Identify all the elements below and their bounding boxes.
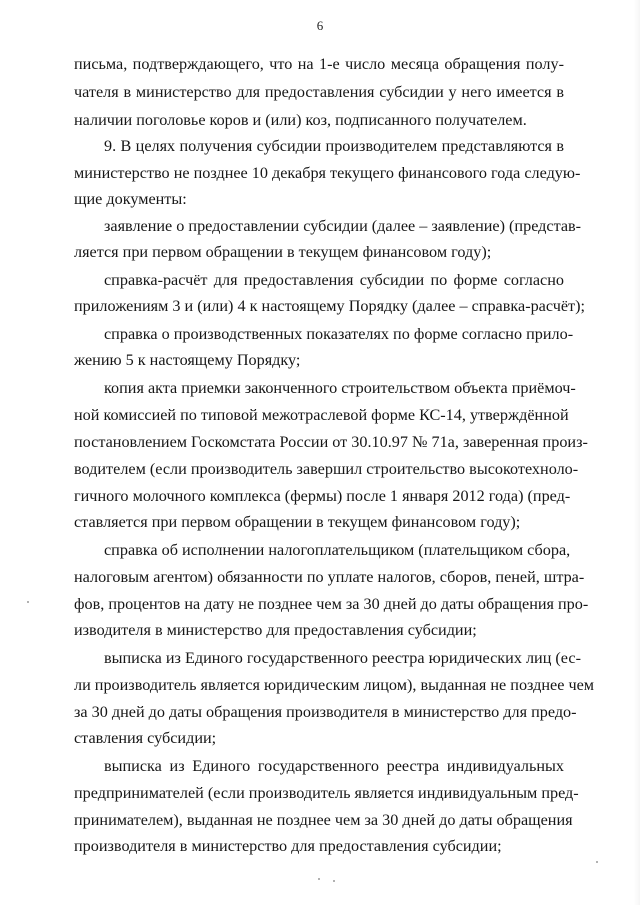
text-line: справка-расчёт для предоставления субсидии по форме согласно: [104, 271, 564, 289]
scan-speck: [27, 601, 29, 603]
text-line: приложениям 3 и (или) 4 к настоящему Порядку (далее – справка-расчёт);: [74, 297, 586, 315]
text-line: наличии поголовье коров и (или) коз, подписанного получателем.: [74, 111, 527, 129]
text-line: предпринимателей (если производитель является индивидуальным пред-: [74, 784, 579, 802]
text-line: заявление о предоставлении субсидии (далее – заявление) (представ-: [104, 217, 582, 235]
text-line: ставления субсидии;: [74, 729, 217, 747]
scan-speck: [333, 880, 335, 882]
text-line: выписка из Единого государственного реестра индивидуальных: [104, 757, 564, 775]
text-line: выписка из Единого государственного реестра юридических лиц (ес-: [104, 649, 581, 667]
text-line: ной комиссией по типовой межотраслевой форме КС-14, утверждённой: [74, 406, 569, 424]
text-line: налоговым агентом) обязанности по уплате налогов, сборов, пеней, штра-: [74, 568, 585, 586]
text-line: чателя в министерство для предоставления субсидии у него имеется в: [74, 83, 564, 101]
text-line: ли производитель является юридическим лицом), выданная не позднее чем: [74, 676, 595, 694]
scan-edge-shadow: [634, 0, 640, 905]
text-line: гичного молочного комплекса (фермы) после 1 января 2012 года) (пред-: [74, 487, 571, 505]
text-line: водителем (если производитель завершил строительство высокотехноло-: [74, 460, 579, 478]
text-line: постановлением Госкомстата России от 30.10.97 № 71а, заверенная произ-: [74, 433, 588, 451]
text-line: фов, процентов на дату не позднее чем за 30 дней до даты обращения про-: [74, 595, 589, 613]
text-line: щие документы:: [74, 190, 187, 208]
page-number: 6: [316, 18, 324, 33]
text-line: ставляется при первом обращении в текущем финансовом году);: [74, 513, 521, 531]
text-line: ляется при первом обращении в текущем финансовом году);: [74, 243, 492, 261]
text-line: принимателем), выданная не позднее чем за 30 дней до даты обращения: [74, 811, 573, 829]
text-line: за 30 дней до даты обращения производителя в министерство для предо-: [74, 703, 577, 721]
text-line: копия акта приемки законченного строительством объекта приёмоч-: [104, 379, 576, 397]
text-line: изводителя в министерство для предоставления субсидии;: [74, 621, 477, 639]
text-line: 9. В целях получения субсидии производителем представляются в: [104, 137, 564, 155]
text-line: письма, подтверждающего, что на 1-е число месяца обращения полу-: [74, 55, 564, 73]
text-line: справка о производственных показателях по форме согласно прило-: [104, 325, 574, 343]
text-line: справка об исполнении налогоплательщиком (плательщиком сбора,: [104, 541, 571, 559]
scan-speck: [318, 878, 320, 880]
text-line: жению 5 к настоящему Порядку;: [74, 351, 301, 369]
scan-speck: [596, 861, 598, 863]
text-line: министерство не позднее 10 декабря текущего финансового года следую-: [74, 164, 581, 182]
text-line: производителя в министерство для предоставления субсидии;: [74, 837, 502, 855]
